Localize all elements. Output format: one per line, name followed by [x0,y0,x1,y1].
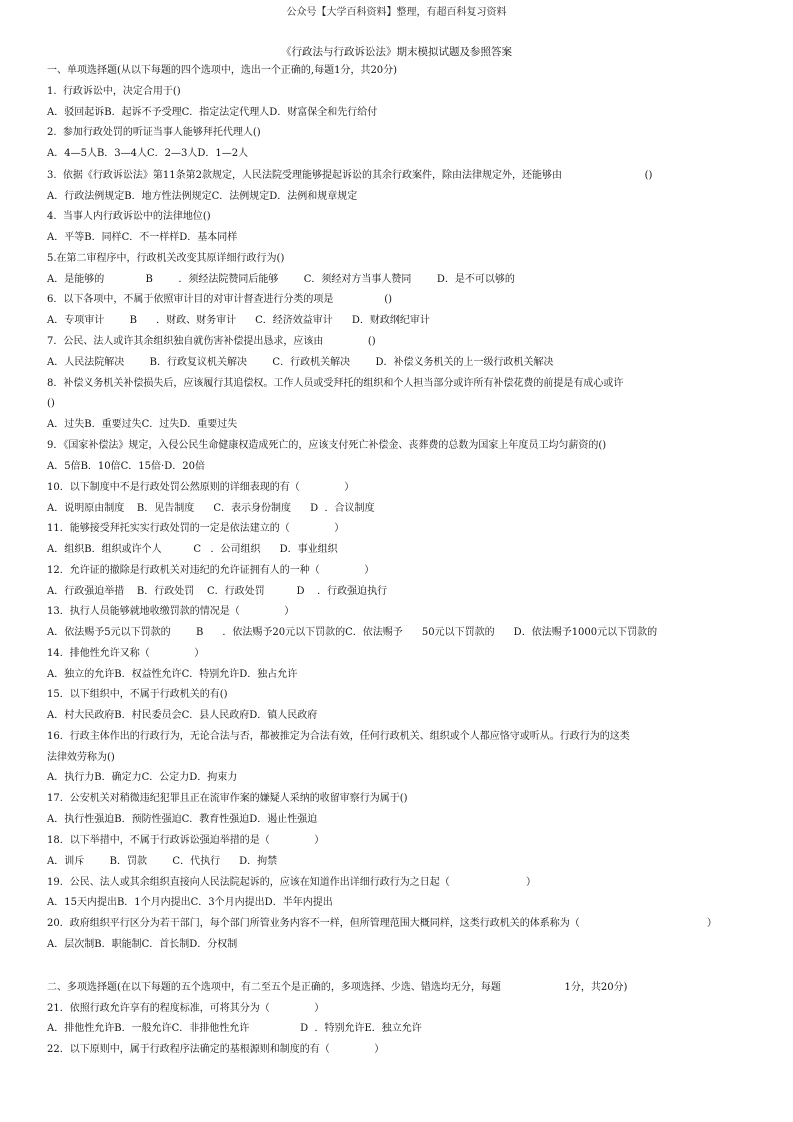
question-stem: 17．公安机关对稍微违纪犯罪且正在流审作案的嫌疑人采纳的收留审察行为属于() [47,793,408,804]
question-options: A．组织B．组织或许个人 C ．公司组织 D．事业组织 [47,544,338,555]
question-options: A．行政法例规定B．地方性法例规定C．法例规定D．法例和规章规定 [47,191,358,202]
question-options: A．村大民政府B．村民委员会C．县人民政府D．镇人民政府 [47,710,318,721]
question-options: A．是能够的 B ．须经法院赞同后能够 C．须经对方当事人赞同 D．是不可以够的 [47,274,515,285]
question-options: A．说明原由制度 B．见告制度 C．表示身份制度 D ．合议制度 [47,503,375,514]
question-options: A．驳回起诉B．起诉不予受理C．指定法定代理人D．财富保全和先行给付 [47,107,378,118]
section-heading-single-choice: 一、单项选择题(从以下每题的四个选项中，选出一个正确的,每题1分，共20分) [47,65,398,76]
question-stem: 8．补偿义务机关补偿损失后，应该履行其追偿权。工作人员或受拜托的组织和个人担当部分或许所有补偿花费的前提是有成心或许 [47,378,624,389]
question-stem: 14．排他性允许又称（ ） [47,648,205,659]
question-stem: 1. 行政诉讼中，决定合用于() [47,86,181,97]
page-header: 公众号【大学百科资料】整理，有超百科复习资料 [286,7,507,18]
question-stem: 20．政府组织平行区分为若干部门，每个部门所管业务内容不一样，但所管理范围大概同样，这类行政机关的体系称为（ ） [47,918,717,929]
section-heading-multiple-choice: 二、多项选择题(在以下每题的五个选项中，有二至五个是正确的，多项选择、少选、错选均无分，每题 1分，共20分) [47,982,628,993]
document-title: 《行政法与行政诉讼法》期末模拟试题及参照答案 [281,46,512,58]
question-stem: 21．依照行政允许享有的程度标准，可将其分为（ ） [47,1003,325,1014]
question-stem: 2. 参加行政处罚的听证当事人能够拜托代理人() [47,127,261,138]
question-stem: 11．能够接受拜托实实行政处罚的一定是依法建立的（ ） [47,523,345,534]
question-stem: 9．《国家补偿法》规定，入侵公民生命健康权造成死亡的，应该支付死亡补偿金、丧葬费的总数为国家上年度员工均匀薪资的() [47,440,607,451]
question-stem: 22．以下原则中，属于行政程序法确定的基根源则和制度的有（ ） [47,1044,385,1055]
question-options: A．层次制B．职能制C．首长制D．分权制 [47,939,238,950]
question-options: A．训斥 B．罚款 C．代执行 D．拘禁 [47,856,278,867]
question-stem-continuation: 法律效劳称为() [47,752,115,763]
question-stem: 16．行政主体作出的行政行为，无论合法与否，都被推定为合法有效，任何行政机关、组织或个人都应恪守或听从。行政行为的这类 [47,731,630,742]
question-stem: 5.在第二审程序中，行政机关改变其原详细行政行为() [47,253,285,264]
question-options: A．15天内提出B．1个月内提出C．3个月内提出D．半年内提出 [47,897,333,908]
question-stem: 10．以下制度中不是行政处罚公然原则的详细表现的有（ ） [47,482,355,493]
question-options: A．过失B．重要过失C．过失D．重要过失 [47,419,238,430]
question-stem: 4. 当事人内行政诉讼中的法律地位() [47,211,211,222]
question-stem: 3. 依据《行政诉讼法》第11条第2款规定，人民法院受理能够提起诉讼的其余行政案件，除由法律规定外，还能够由 () [47,170,653,181]
question-options: A．执行力B．确定力C．公定力D．拘束力 [47,772,238,783]
question-stem: 12．允许证的撤除是行政机关对违纪的允许证拥有人的一种（ ） [47,565,375,576]
question-stem-continuation: () [47,398,55,409]
question-stem: 18．以下举措中，不属于行政诉讼强迫举措的是（ ） [47,835,325,846]
question-options: A．执行性强迫B．预防性强迫C．教育性强迫D．遏止性强迫 [47,814,318,825]
question-options: A．平等B．同样C．不一样样D．基本同样 [47,232,238,243]
question-stem: 6．以下各项中，不属于依照审计目的对审计督查进行分类的项是 () [47,294,393,305]
question-options: A．行政强迫举措 B．行政处罚 C．行政处罚 D ．行政强迫执行 [47,586,388,597]
question-stem: 15．以下组织中，不属于行政机关的有() [47,689,228,700]
question-stem: 19．公民、法人或其余组织直接向人民法院起诉的，应该在知道作出详细行政行为之日起（ ） [47,877,537,888]
question-options: A．人民法院解决 B．行政复议机关解决 C．行政机关解决 D．补偿义务机关的上一级行政机关解决 [47,357,554,368]
question-options: A．独立的允许B．权益性允许C．特别允许D．独占允许 [47,669,298,680]
question-stem: 7．公民、法人或许其余组织独自就伤害补偿提出恳求，应该由 () [47,336,376,347]
question-options: A．4—5人B．3—4人C．2—3人D．1—2人 [47,148,249,159]
question-options: A．5倍B．10倍C．15倍·D．20倍 [47,461,205,472]
question-options: A．专项审计 B ．财政、财务审计 C．经济效益审计 D．财政纲纪审计 [47,315,430,326]
question-options: A．排他性允许B．一般允许C．非排他性允许 D ．特别允许E．独立允许 [47,1023,422,1034]
question-options: A．依法赐予5元以下罚款的 B ．依法赐予20元以下罚款的C．依法赐予 50元以下罚款的 D．依法赐予1000元以下罚款的 [47,627,658,638]
question-stem: 13．执行人员能够就地收缴罚款的情况是（ ） [47,606,295,617]
